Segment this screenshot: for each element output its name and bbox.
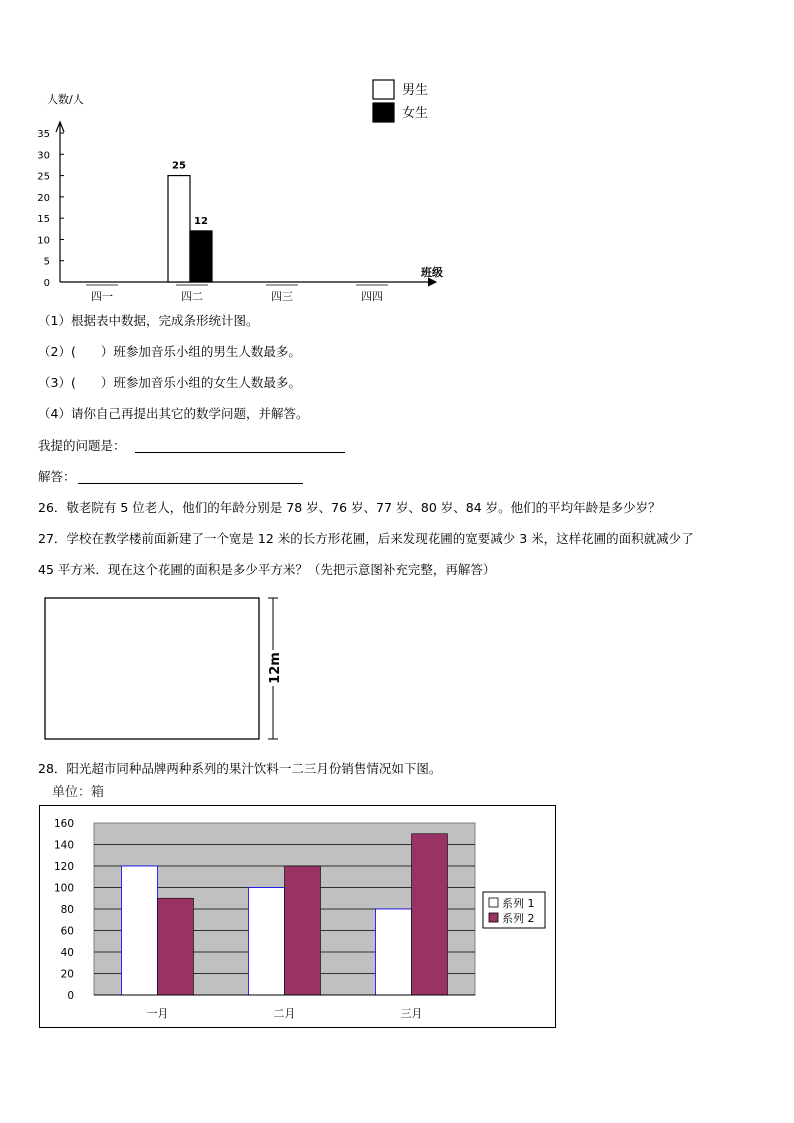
chart2-y-tick-label: 120 — [53, 861, 74, 873]
chart1-legend-label: 女生 — [402, 106, 429, 121]
q26-text: 26．敬老院有 5 位老人，他们的年龄分别是 78 岁、76 岁、77 岁、80 岁、84 岁。他们的平均年龄是多少岁？ — [38, 500, 661, 515]
chart1-y-tick-label: 35 — [37, 129, 50, 140]
chart1-data-label: 12 — [194, 215, 208, 227]
answer-line[interactable] — [78, 483, 303, 484]
chart1-category-label: 四三 — [271, 290, 293, 303]
chart1-y-tick-label: 15 — [37, 214, 50, 226]
chart1-y-label: 人数/人 — [47, 93, 84, 106]
chart2-y-tick-label: 100 — [53, 882, 74, 895]
chart1-legend — [373, 80, 428, 122]
chart2-y-tick-label: 20 — [60, 968, 74, 981]
chart2-bar-series2 — [412, 834, 448, 995]
chart1-axes — [37, 92, 443, 303]
chart1-y-tick-label: 5 — [43, 256, 50, 268]
q27-line2: 45 平方米．现在这个花圃的面积是多少平方米？（先把示意图补充完整，再解答） — [38, 562, 496, 577]
q27-line1: 27．学校在教学楼前面新建了一个宽是 12 米的长方形花圃，后来发现花圃的宽要减少 3 米，这样花圃的面积就减少了 — [38, 531, 694, 546]
chart2-y-tick-label: 60 — [60, 925, 74, 938]
chart2-bar-series1 — [376, 909, 412, 995]
chart1-x-label: 班级 — [421, 266, 443, 279]
chart2-bar-series2 — [285, 866, 321, 995]
chart2-category-label: 一月 — [146, 1007, 169, 1020]
chart1-bars — [168, 161, 212, 282]
ask-label: 我提的问题是： — [38, 438, 126, 453]
chart1-y-tick-label: 25 — [37, 171, 50, 183]
chart2-y-tick-label: 160 — [53, 818, 74, 830]
chart1-bar-chart — [0, 0, 794, 310]
chart1-bar-girls — [190, 231, 212, 282]
chart1-legend-label: 男生 — [402, 83, 429, 98]
chart2-bar-chart — [38, 804, 558, 1030]
chart1-data-label: 25 — [172, 160, 186, 172]
chart1-legend-swatch — [373, 80, 394, 99]
q25-part3: （3）( ）班参加音乐小组的女生人数最多。 — [38, 375, 301, 390]
chart1-legend-swatch — [373, 103, 394, 122]
chart2-plot-area — [54, 818, 475, 1020]
chart1-bar-boys — [168, 176, 190, 282]
chart2-bar-series1 — [249, 888, 285, 996]
chart1-category-label: 四四 — [361, 290, 383, 303]
chart2-legend-swatch — [489, 898, 498, 907]
chart2-y-tick-label: 40 — [60, 947, 74, 959]
width-dimension-label: 12m — [268, 652, 283, 684]
chart1-y-tick-label: 0 — [43, 278, 50, 289]
chart2-y-tick-label: 80 — [60, 904, 74, 916]
chart1-category-label: 四一 — [91, 290, 113, 303]
chart2-legend — [483, 892, 545, 928]
chart1-category-label: 四二 — [181, 290, 203, 303]
chart2-legend-label: 系列 2 — [502, 912, 535, 925]
unit-label: 单位：箱 — [52, 785, 105, 800]
chart2-category-label: 二月 — [273, 1007, 296, 1020]
chart2-bar-series2 — [158, 898, 194, 995]
chart2-y-tick-label: 0 — [67, 990, 74, 1002]
chart2-y-tick-label: 140 — [53, 839, 74, 852]
chart1-y-tick-label: 20 — [37, 192, 50, 204]
ask-answer-line[interactable] — [135, 452, 345, 453]
q28-text: 28．阳光超市同种品牌两种系列的果汁饮料一二三月份销售情况如下图。 — [38, 761, 442, 776]
q25-part2: （2）( ）班参加音乐小组的男生人数最多。 — [38, 344, 301, 359]
garden-rectangle — [45, 598, 259, 739]
q25-part1: （1）根据表中数据，完成条形统计图。 — [38, 313, 259, 328]
q25-part4: （4）请你自己再提出其它的数学问题，并解答。 — [38, 406, 309, 421]
chart2-category-label: 三月 — [400, 1007, 423, 1020]
garden-diagram — [40, 592, 300, 748]
chart2-legend-swatch — [489, 913, 498, 922]
chart2-bar-series1 — [122, 866, 158, 995]
chart2-legend-label: 系列 1 — [502, 897, 535, 910]
answer-label: 解答： — [38, 469, 76, 484]
chart1-y-tick-label: 30 — [37, 150, 50, 162]
chart1-y-tick-label: 10 — [37, 235, 50, 247]
